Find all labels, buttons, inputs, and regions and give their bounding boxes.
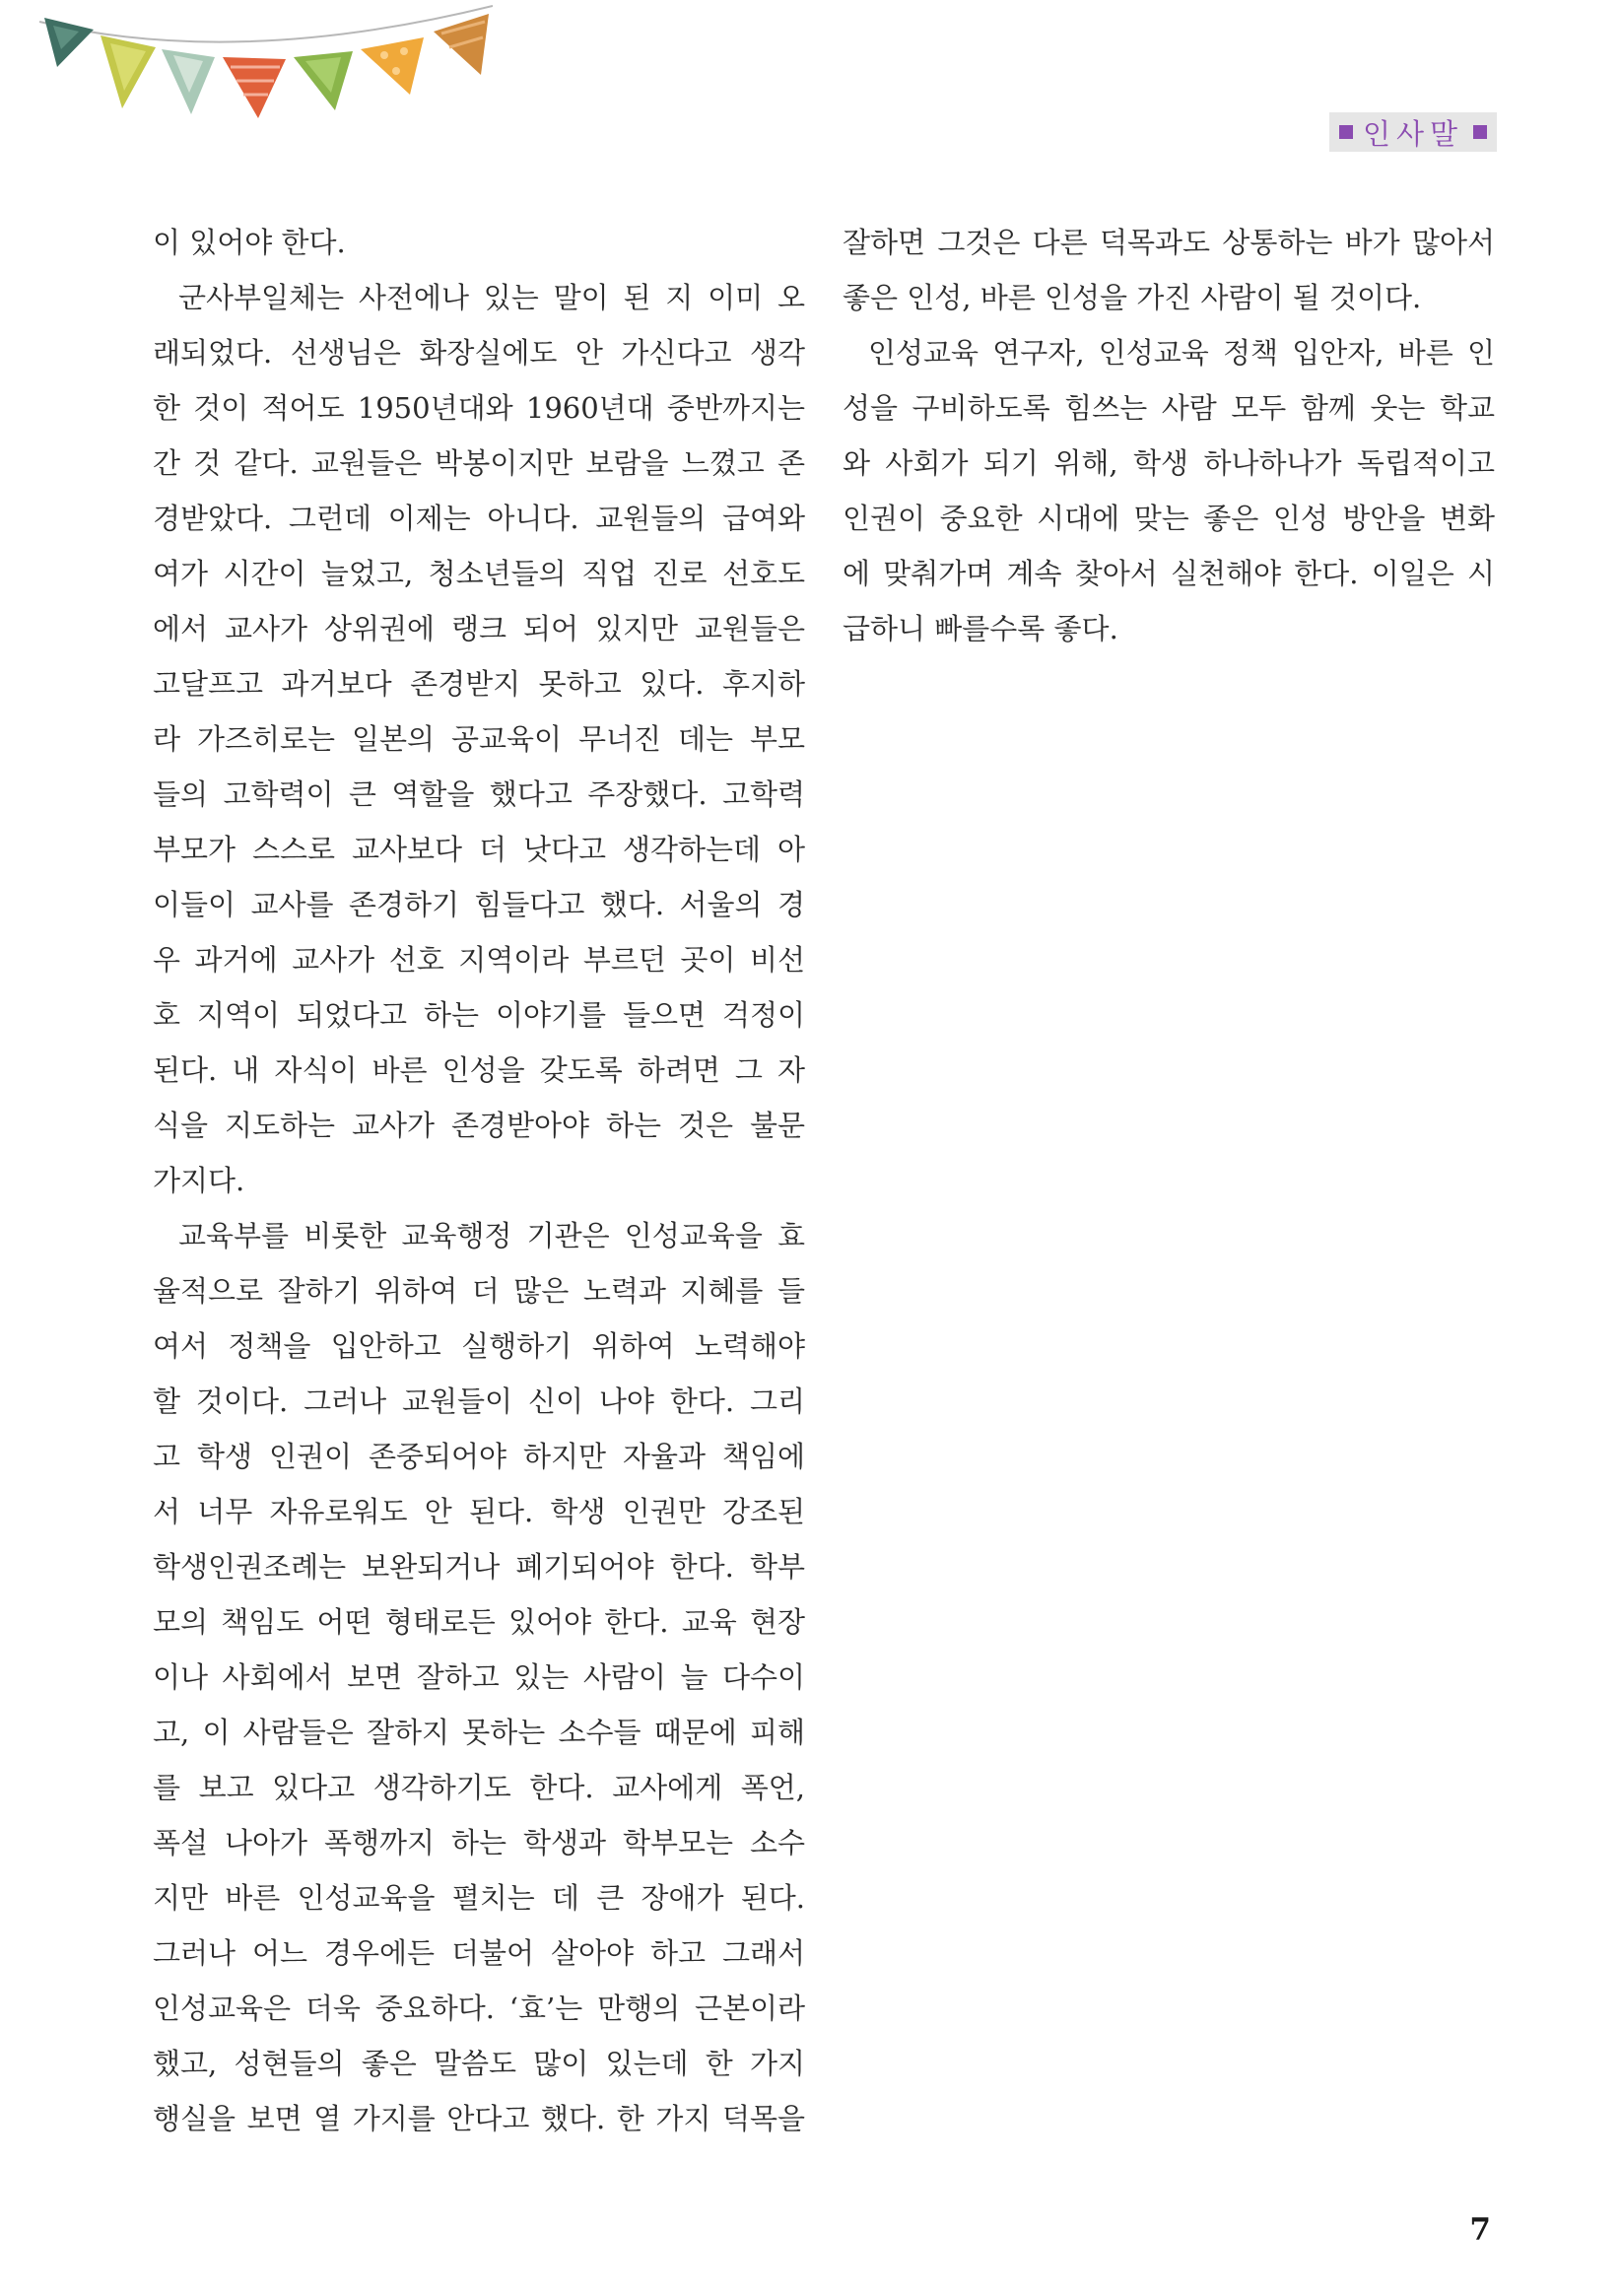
square-bullet-icon bbox=[1473, 125, 1487, 139]
text-line: 이들이 교사를 존경하기 힘들다고 했다. 서울의 경 bbox=[153, 888, 805, 921]
bunting-decoration bbox=[0, 0, 493, 128]
text-line: 교육부를 비롯한 교육행정 기관은 인성교육을 효 bbox=[178, 1219, 805, 1252]
bunting-flag bbox=[162, 49, 215, 114]
text-line: 된다. 내 자식이 바른 인성을 갖도록 하려면 그 자 bbox=[153, 1053, 805, 1087]
text-line: 이나 사회에서 보면 잘하고 있는 사람이 늘 다수이 bbox=[153, 1660, 805, 1694]
text-line: 간 것 같다. 교원들은 박봉이지만 보람을 느꼈고 존 bbox=[153, 446, 805, 480]
text-line: 여가 시간이 늘었고, 청소년들의 직업 진로 선호도 bbox=[153, 557, 805, 590]
text-line: 모의 책임도 어떤 형태로든 있어야 한다. 교육 현장 bbox=[153, 1605, 805, 1639]
text-line: 와 사회가 되기 위해, 학생 하나하나가 독립적이고 bbox=[843, 446, 1495, 480]
text-line: 래되었다. 선생님은 화장실에도 안 가신다고 생각 bbox=[153, 336, 805, 370]
text-line: 식을 지도하는 교사가 존경받아야 하는 것은 불문 bbox=[153, 1109, 805, 1142]
text-line: 인성교육은 더욱 중요하다. ‘효’는 만행의 근본이라 bbox=[153, 1992, 805, 2025]
text-line: 고, 이 사람들은 잘하지 못하는 소수들 때문에 피해 bbox=[153, 1716, 805, 1749]
text-line: 율적으로 잘하기 위하여 더 많은 노력과 지혜를 들 bbox=[153, 1274, 805, 1308]
text-line: 서 너무 자유로워도 안 된다. 학생 인권만 강조된 bbox=[153, 1495, 805, 1528]
text-line: 우 과거에 교사가 선호 지역이라 부르던 곳이 비선 bbox=[153, 943, 805, 977]
text-line: 급하니 빠를수록 좋다. bbox=[843, 612, 1118, 645]
text-line: 학생인권조례는 보완되거나 폐기되어야 한다. 학부 bbox=[153, 1550, 805, 1584]
text-line: 라 가즈히로는 일본의 공교육이 무너진 데는 부모 bbox=[153, 722, 805, 756]
page-number: 7 bbox=[1469, 2212, 1491, 2248]
text-line: 호 지역이 되었다고 하는 이야기를 들으면 걱정이 bbox=[153, 998, 805, 1032]
square-bullet-icon bbox=[1339, 125, 1353, 139]
bunting-flag bbox=[101, 35, 156, 108]
text-line: 폭설 나아가 폭행까지 하는 학생과 학부모는 소수 bbox=[153, 1826, 805, 1859]
left-text-column bbox=[153, 215, 805, 2146]
text-line: 군사부일체는 사전에나 있는 말이 된 지 이미 오 bbox=[178, 281, 805, 314]
bunting-flag bbox=[361, 37, 424, 95]
text-line: 좋은 인성, 바른 인성을 가진 사람이 될 것이다. bbox=[843, 281, 1422, 314]
bunting-flag bbox=[44, 18, 94, 67]
text-line: 할 것이다. 그러나 교원들이 신이 나야 한다. 그리 bbox=[153, 1384, 805, 1418]
text-line: 에 맞춰가며 계속 찾아서 실천해야 한다. 이일은 시 bbox=[843, 557, 1495, 590]
text-line: 를 보고 있다고 생각하기도 한다. 교사에게 폭언, bbox=[153, 1771, 805, 1804]
text-line: 했고, 성현들의 좋은 말씀도 많이 있는데 한 가지 bbox=[153, 2047, 805, 2080]
text-line: 지만 바른 인성교육을 펼치는 데 큰 장애가 된다. bbox=[153, 1881, 805, 1915]
right-text-column bbox=[843, 215, 1495, 656]
bunting-flag bbox=[223, 57, 286, 118]
text-line: 행실을 보면 열 가지를 안다고 했다. 한 가지 덕목을 bbox=[153, 2102, 805, 2135]
text-line: 경받았다. 그런데 이제는 아니다. 교원들의 급여와 bbox=[153, 502, 805, 535]
section-tag-label: 인사말 bbox=[1362, 116, 1463, 151]
text-line: 성을 구비하도록 힘쓰는 사람 모두 함께 웃는 학교 bbox=[843, 391, 1495, 425]
text-line: 고 학생 인권이 존중되어야 하지만 자율과 책임에 bbox=[153, 1440, 805, 1473]
text-line: 한 것이 적어도 1950년대와 1960년대 중반까지는 bbox=[153, 391, 805, 425]
text-line: 부모가 스스로 교사보다 더 낫다고 생각하는데 아 bbox=[153, 833, 805, 866]
bunting-flag bbox=[434, 14, 489, 75]
section-tag bbox=[1329, 112, 1497, 152]
text-line: 가지다. bbox=[153, 1164, 245, 1197]
text-line: 들의 고학력이 큰 역할을 했다고 주장했다. 고학력 bbox=[153, 777, 805, 811]
text-line: 이 있어야 한다. bbox=[153, 226, 346, 259]
bunting-flag bbox=[294, 51, 353, 110]
text-line: 여서 정책을 입안하고 실행하기 위하여 노력해야 bbox=[153, 1329, 805, 1363]
text-line: 그러나 어느 경우에든 더불어 살아야 하고 그래서 bbox=[153, 1936, 805, 1970]
text-line: 인성교육 연구자, 인성교육 정책 입안자, 바른 인 bbox=[868, 336, 1495, 370]
text-line: 고달프고 과거보다 존경받지 못하고 있다. 후지하 bbox=[153, 667, 805, 701]
text-line: 잘하면 그것은 다른 덕목과도 상통하는 바가 많아서 bbox=[843, 226, 1495, 259]
text-line: 에서 교사가 상위권에 랭크 되어 있지만 교원들은 bbox=[153, 612, 805, 645]
text-line: 인권이 중요한 시대에 맞는 좋은 인성 방안을 변화 bbox=[843, 502, 1495, 535]
